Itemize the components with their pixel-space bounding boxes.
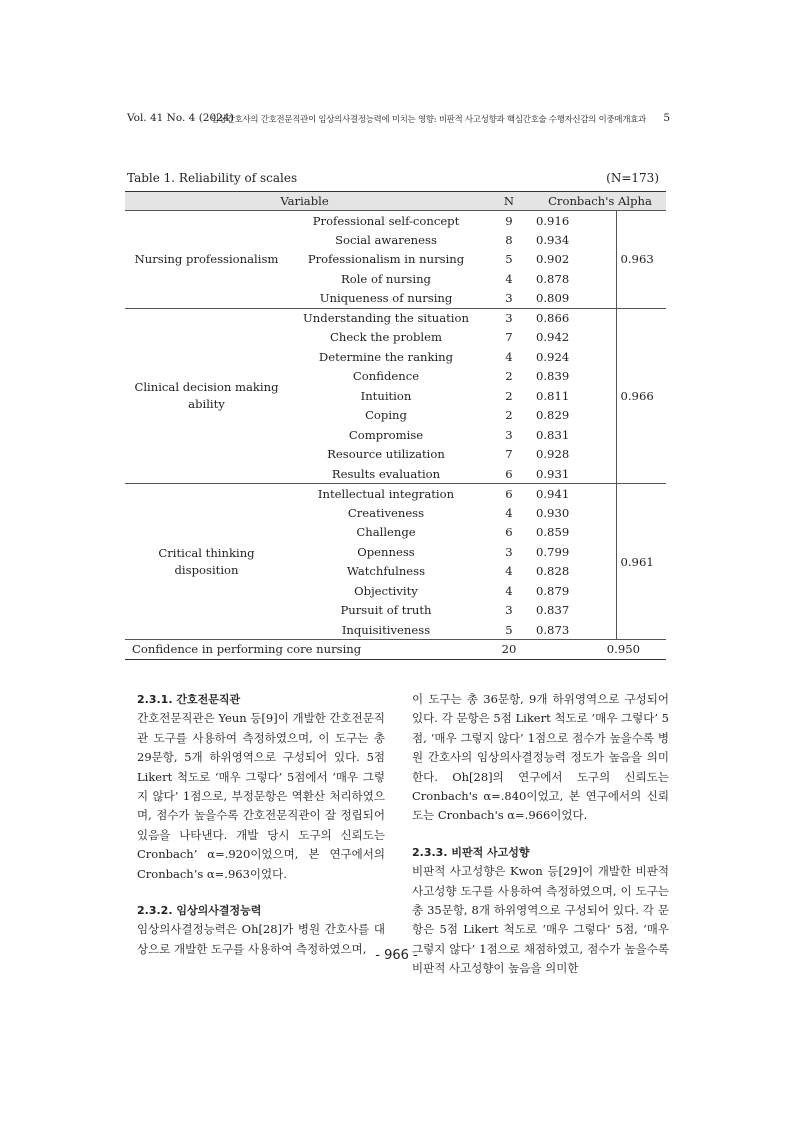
table-row: [125, 484, 666, 504]
subscale: Results evaluation: [331, 466, 441, 481]
subscale: Intellectual integration: [288, 484, 484, 504]
subscale-alpha: 0.811: [536, 388, 570, 403]
item-count: 20: [484, 640, 534, 660]
item-count: 6: [484, 484, 534, 504]
subscale-alpha: 0.878: [536, 271, 570, 286]
subscale: Professional self-concept: [288, 211, 484, 231]
item-count: 3: [484, 308, 534, 328]
item-count: 8: [505, 232, 513, 247]
subscale: Resource utilization: [327, 447, 445, 462]
item-count: 2: [505, 369, 513, 384]
subscale: Uniqueness of nursing: [319, 291, 453, 305]
item-count: 7: [505, 447, 513, 462]
subscale-alpha: 0.859: [536, 525, 570, 540]
core-nursing-alpha: 0.950: [534, 640, 666, 660]
subscale-alpha: 0.799: [536, 544, 570, 559]
item-count: 2: [505, 408, 513, 423]
subscale-alpha: 0.902: [536, 252, 570, 267]
page-number: 5: [663, 112, 670, 124]
core-nursing-label: Confidence in performing core nursing: [125, 640, 484, 660]
section-paragraph: 간호전문직관은 Yeun 등[9]이 개발한 간호전문직관 도구를 사용하여 측정하였으며, 이 도구는 총 29문항, 5개 하위영역으로 구성되어 있다. 5점 Likert 척도로 ‘매우 그렇다’ 5점에서 ‘매우 그렇지 않다’ 1점으로, 부정문항은 역환산 처리하였으며, 점수가 높을수록 간호전문직관이 잘 정립되어 있음을 나타낸다. 개발 당시 도구의 신뢰도는 Cronbach’ α=.920이었으며, 본 연구에서의 Cronbach’s α=.963이었다.: [137, 711, 385, 881]
subscale-alpha: 0.924: [536, 349, 570, 364]
subscale-alpha: 0.837: [536, 603, 570, 618]
group-alpha: 0.966: [616, 308, 666, 484]
item-count: 4: [505, 505, 513, 520]
item-count: 4: [505, 564, 513, 579]
subscale-alpha: 0.916: [534, 211, 616, 231]
group-name: [125, 308, 288, 484]
subscale: Compromise: [348, 427, 424, 442]
section-paragraph: 비판적 사고성향은 Kwon 등[29]이 개발한 비판적 사고성향 도구를 사용하여 측정하였으며, 이 도구는 총 35문항, 8개 하위영역으로 구성되어 있다. 각 문항은 5점 Likert 척도로 ‘매우 그렇다’ 5점, ‘매우 그렇지 않다’ 1점으로 채점하였고, 점수가 높을수록 비판적 사고성향이 높음을 의미한: [412, 864, 669, 976]
item-count: 3: [505, 427, 513, 442]
subscale: Challenge: [356, 525, 416, 540]
section-heading: 2.3.2. 임상의사결정능력: [137, 904, 262, 918]
item-count: 7: [505, 330, 513, 345]
group-alpha: 0.961: [616, 484, 666, 640]
sample-size: (N=173): [606, 171, 659, 185]
item-count: 4: [505, 349, 513, 364]
table-caption: Table 1. Reliability of scales: [127, 171, 298, 185]
item-count: 3: [505, 603, 513, 618]
subscale: Understanding the situation: [288, 308, 484, 328]
subscale-alpha: 0.831: [536, 427, 570, 442]
running-header: [127, 112, 670, 128]
reliability-table: [125, 191, 666, 660]
table-row: [125, 308, 666, 328]
item-count: 5: [505, 622, 513, 637]
subscale: Confidence: [352, 369, 420, 384]
item-count: 9: [484, 211, 534, 231]
journal-volume: Vol. 41 No. 4 (2024): [127, 112, 234, 124]
subscale-alpha: 0.839: [536, 369, 570, 384]
group-name: Nursing professionalism: [125, 211, 288, 309]
table-header-row: [125, 192, 666, 211]
right-column: [412, 690, 669, 979]
header-variable: Variable: [125, 192, 484, 211]
item-count: 3: [505, 544, 513, 559]
item-count: 5: [505, 252, 513, 267]
subscale-alpha: 0.942: [536, 330, 570, 345]
group-name-line: Critical thinking: [158, 545, 255, 560]
subscale: Coping: [365, 408, 407, 423]
subscale: Intuition: [360, 388, 412, 403]
subscale-alpha: 0.928: [536, 447, 570, 462]
subscale: Pursuit of truth: [340, 603, 432, 618]
table-row: [125, 640, 666, 660]
group-name-line: Clinical decision making: [134, 379, 279, 394]
section-paragraph: 이 도구는 총 36문항, 9개 하위영역으로 구성되어 있다. 각 문항은 5점 Likert 척도로 ‘매우 그렇다’ 5점, ‘매우 그렇지 않다’ 1점으로 점수가 높을수록 병원 간호사의 임상의사결정능력 정도가 높음을 의미한다. Oh[28]의 연구에서 도구의 신뢰도는 Cronbach's α=.840이었고, 본 연구에서의 신뢰도는 Cronbach's α=.966이었다.: [412, 692, 669, 823]
table-row: [125, 211, 666, 231]
subscale: Openness: [357, 544, 415, 559]
subscale: Creativeness: [347, 505, 425, 520]
group-name-line: ability: [188, 396, 225, 411]
subscale: Inquisitiveness: [341, 622, 431, 637]
subscale: Watchfulness: [346, 564, 426, 579]
item-count: 2: [505, 388, 513, 403]
item-count: 3: [505, 291, 513, 305]
section-paragraph: 임상의사결정능력은 Oh[28]가 병원 간호사를 대상으로 개발한 도구를 사용하여 측정하였으며,: [137, 922, 385, 956]
subscale: Determine the ranking: [318, 349, 454, 364]
page-folio: - 966 -: [375, 948, 418, 963]
section-heading: 2.3.1. 간호전문직관: [137, 693, 241, 706]
subscale: Check the problem: [329, 330, 442, 345]
item-count: 4: [505, 271, 513, 286]
subscale: Social awareness: [335, 232, 437, 247]
header-alpha: Cronbach's Alpha: [534, 192, 666, 211]
subscale-alpha: 0.866: [534, 308, 616, 328]
subscale: Role of nursing: [341, 271, 431, 286]
left-column: [137, 690, 385, 959]
subscale-alpha: 0.934: [536, 232, 570, 247]
item-count: 6: [505, 466, 513, 481]
subscale-alpha: 0.829: [536, 408, 570, 423]
subscale-alpha: 0.809: [536, 291, 570, 305]
group-name: [125, 484, 288, 640]
item-count: 4: [505, 583, 513, 598]
running-title: 임상간호사의 간호전문직관이 임상의사결정능력에 미치는 영향: 비판적 사고성향과 핵심간호술 수행자신감의 이중매개효과: [210, 114, 646, 124]
group-alpha: 0.963: [616, 211, 666, 309]
subscale-alpha: 0.873: [536, 622, 570, 637]
subscale-alpha: 0.930: [536, 505, 570, 520]
subscale-alpha: 0.941: [534, 484, 616, 504]
subscale: Professionalism in nursing: [307, 252, 465, 267]
section-heading: 2.3.3. 비판적 사고성향: [412, 845, 530, 859]
item-count: 6: [505, 525, 513, 540]
header-n: N: [484, 192, 534, 211]
group-name-line: disposition: [174, 562, 239, 577]
subscale-alpha: 0.828: [536, 564, 570, 579]
subscale-alpha: 0.879: [536, 583, 570, 598]
subscale: Objectivity: [354, 583, 418, 598]
subscale-alpha: 0.931: [536, 466, 570, 481]
